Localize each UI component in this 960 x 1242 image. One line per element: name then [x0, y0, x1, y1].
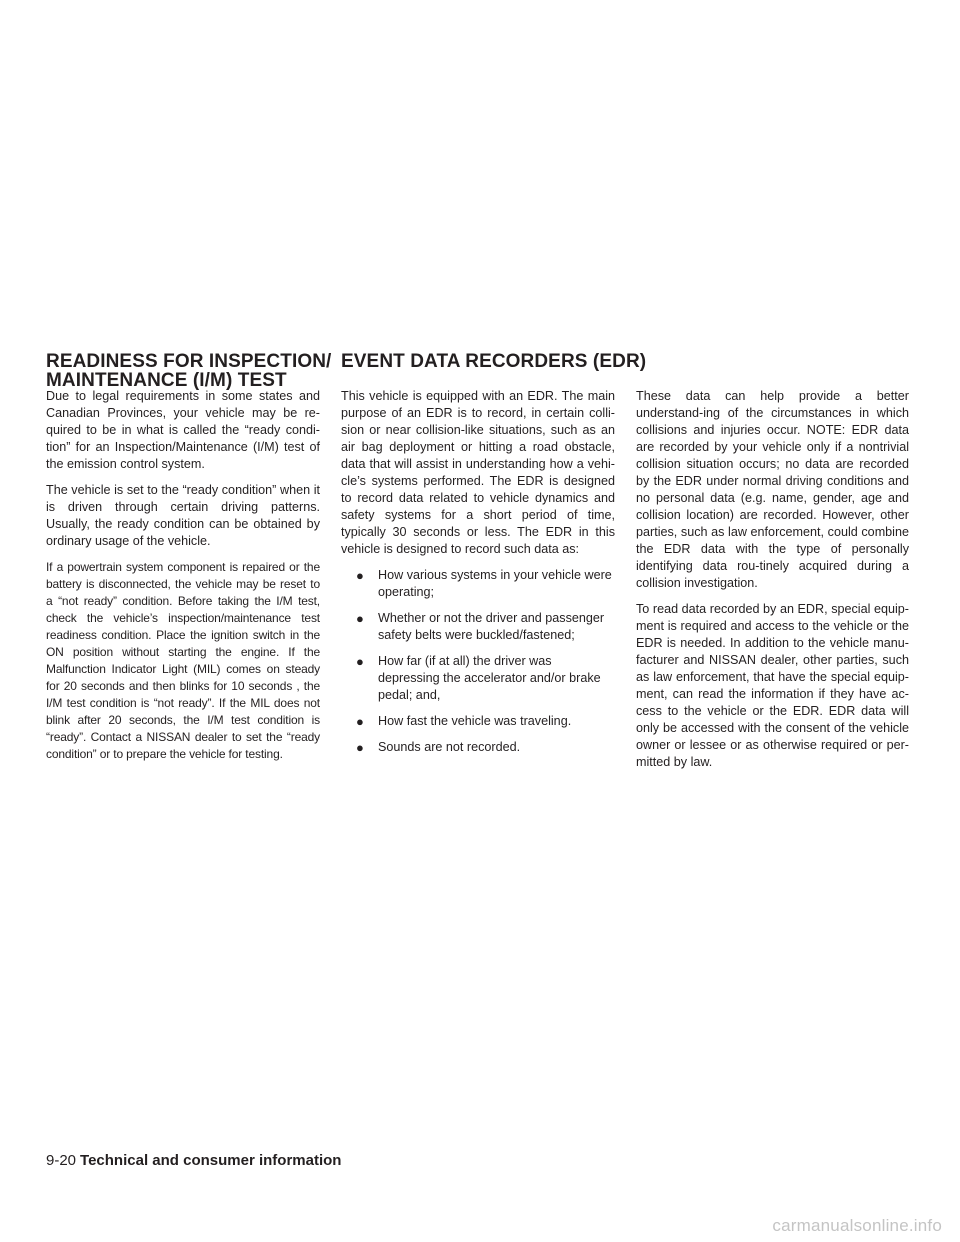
- list-item: [341, 610, 615, 644]
- paragraph: To read data recorded by an EDR, special equip-ment is required and access to the vehicle or the EDR is needed. In addition to the vehicle manu-facturer and NISSAN dealer, other parties, such as law enforcement, that have the special equip-ment, can read the information if they have ac-cess to the vehicle or the EDR. EDR data will only be accessed with the consent of the vehicle owner or lessee or as otherwise required or per-mitted by law.: [636, 602, 909, 769]
- column-3: [636, 388, 909, 780]
- bullet-icon: ●: [356, 714, 364, 729]
- paragraph: These data can help provide a better understand-ing of the circumstances in which collisions and injuries occur. NOTE: EDR data are recorded by your vehicle only if a nontrivial collision situation occurs; no data are recorded by the EDR under normal driving conditions and no personal data (e.g. name, gender, age and collision location) are recorded. However, other parties, such as law enforcement, could combine the EDR data with the type of personally identifying data rou-tinely acquired during a collision investigation.: [636, 389, 909, 590]
- list-item: [341, 567, 615, 601]
- footer-section-title: Technical and consumer information: [80, 1152, 342, 1169]
- list-item: [341, 713, 615, 730]
- list-item-text: Whether or not the driver and passenger safety belts were buckled/fastened;: [378, 611, 605, 642]
- bullet-icon: ●: [356, 654, 364, 669]
- heading-line-1: READINESS FOR INSPECTION/: [46, 351, 332, 372]
- bullet-icon: ●: [356, 611, 364, 626]
- paragraph: The vehicle is set to the “ready condition” when it is driven through certain driving patterns. Usually, the ready condition can be obtained by ordinary usage of the vehicle.: [46, 483, 320, 548]
- paragraph: If a powertrain system component is repaired or the battery is disconnected, the vehicle may be reset to a “not ready” condition. Before taking the I/M test, check the vehicle’s inspection/maintenance test readiness condition. Place the ignition switch in the ON position without starting the engine. If the Malfunction Indicator Light (MIL) comes on steady for 20 seconds and then blinks for 10 seconds , the I/M test condition is “not ready”. If the MIL does not blink after 20 seconds, the I/M test condition is “ready”. Contact a NISSAN dealer to set the “ready condition” or to prepare the vehicle for testing.: [46, 560, 320, 761]
- list-item-text: How fast the vehicle was traveling.: [378, 714, 572, 728]
- watermark: carmanualsonline.info: [772, 1216, 942, 1235]
- column-2: [341, 388, 615, 765]
- list-item-text: How far (if at all) the driver was depressing the accelerator and/or brake pedal; and,: [378, 654, 601, 702]
- list-item: [341, 653, 615, 704]
- list-item: [341, 739, 615, 756]
- list-item-text: How various systems in your vehicle were operating;: [378, 568, 612, 599]
- bullet-icon: ●: [356, 568, 364, 583]
- column-1: [46, 388, 320, 772]
- page-number: 9-20: [46, 1152, 77, 1169]
- section-heading-readiness: [46, 352, 331, 390]
- paragraph: This vehicle is equipped with an EDR. The main purpose of an EDR is to record, in certain colli-sion or near collision-like situations, such as an air bag deployment or hitting a road obstacle, data that will assist in understanding how a vehi-cle’s systems performed. The EDR is designed to record data related to vehicle dynamics and safety systems for a short period of time, typically 30 seconds or less. The EDR in this vehicle is designed to record such data as:: [341, 389, 615, 556]
- paragraph: Due to legal requirements in some states and Canadian Provinces, your vehicle may be re-quired to be in what is called the “ready condi-tion” for an Inspection/Maintenance (I/M) test of the emission control system.: [46, 389, 320, 471]
- bullet-icon: ●: [356, 740, 364, 755]
- bullet-list: [341, 567, 615, 756]
- heading-edr-text: EVENT DATA RECORDERS (EDR): [341, 351, 647, 372]
- heading-line-2: MAINTENANCE (I/M) TEST: [46, 370, 287, 391]
- page-footer: [46, 1152, 341, 1169]
- section-heading-edr: [341, 352, 646, 371]
- list-item-text: Sounds are not recorded.: [378, 740, 521, 754]
